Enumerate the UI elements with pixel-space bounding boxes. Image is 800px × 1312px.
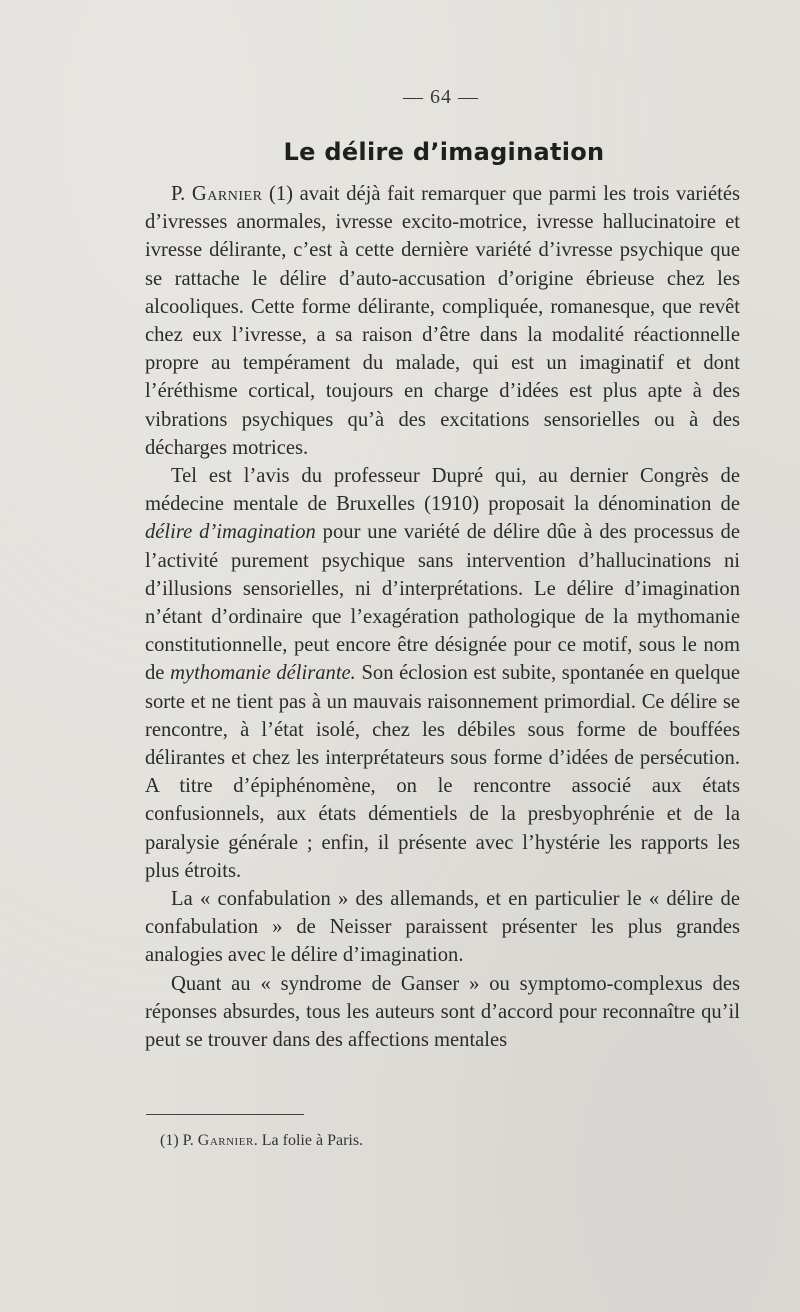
paragraph-4: Quant au « syndrome de Ganser » ou symptomo-complexus des réponses absurdes, tous les auteurs sont d’accord pour reconnaître qu’il peut se trouver dans des affections mentales bbox=[145, 972, 740, 1052]
page-number bbox=[0, 86, 800, 109]
footnote bbox=[160, 1132, 363, 1150]
footnote-reference: (1) bbox=[262, 183, 294, 205]
paragraph-2-text-b: pour une variété de délire dûe à des processus de l’activité purement psychique sans intervention d’hallucinations ni d’illusions sensorielles, ni d’interprétations. Le délire d’imagination n’étant d’ordinaire que l’exagération pathologique de la mythomanie constitutionnelle, peut encore être désignée pour ce motif, sous le nom de bbox=[145, 521, 740, 685]
author-initial: P. bbox=[171, 183, 192, 205]
paragraph-2 bbox=[145, 462, 740, 885]
paragraph-3: La « confabulation » des allemands, et en particulier le « délire de confabulation » de Neisser paraissent présenter les plus grandes analogies avec le délire d’imagination. bbox=[145, 888, 740, 967]
italic-term-delire-imagination: délire d’imagination bbox=[145, 521, 316, 544]
body-text bbox=[145, 180, 740, 1054]
footnote-author: Garnier bbox=[197, 1132, 254, 1149]
footnote-marker: (1) P. bbox=[160, 1132, 198, 1149]
italic-term-mythomanie: mythomanie délirante. bbox=[170, 662, 356, 685]
paragraph-1-text: avait déjà fait remarquer que parmi les trois variétés d’ivresses anormales, ivresse excito-motrice, ivresse hallucinatoire et ivresse délirante, c’est à cette dernière variété d’ivresse psychique que se rattache le délire d’auto-accusation d’origine ébrieuse chez les alcooliques. Cette forme délirante, compliquée, romanesque, que revêt chez eux l’ivresse, a sa raison d’être dans la modalité réactionnelle propre au tempérament du malade, qui est un imaginatif et dont l’éréthisme cortical, toujours en charge d’idées est plus apte à des vibrations psychiques qu’à des excitations sensorielles ou à des décharges motrices. bbox=[145, 183, 741, 459]
chapter-title: Le délire d’imagination bbox=[283, 138, 605, 166]
page-number-dash-right: — bbox=[458, 86, 479, 108]
footnote-text: . La folie à Paris. bbox=[253, 1132, 364, 1149]
author-name: Garnier bbox=[191, 183, 263, 205]
footnote-rule bbox=[146, 1114, 304, 1115]
paragraph-1 bbox=[145, 180, 740, 462]
page-number-dash-left: — bbox=[403, 86, 424, 108]
paragraph-2-text-c: Son éclosion est subite, spontanée en quelque sorte et ne tient pas à un mauvais raisonnement primordial. Ce délire se rencontre, à l’état isolé, chez les débiles sous forme de bouffées délirantes et chez les interprétateurs sous forme d’idées de persécution. A titre d’épiphénomène, on le rencontre associé aux états confusionnels, aux états démentiels de la presbyophrénie et de la paralysie générale ; enfin, il présente avec l’hystérie les rapports les plus étroits. bbox=[145, 662, 741, 882]
page-number-value: 64 bbox=[430, 86, 452, 108]
paragraph-2-text-a: Tel est l’avis du professeur Dupré qui, au dernier Congrès de médecine mentale de Bruxelles (1910) proposait la dénomination de bbox=[145, 465, 740, 516]
